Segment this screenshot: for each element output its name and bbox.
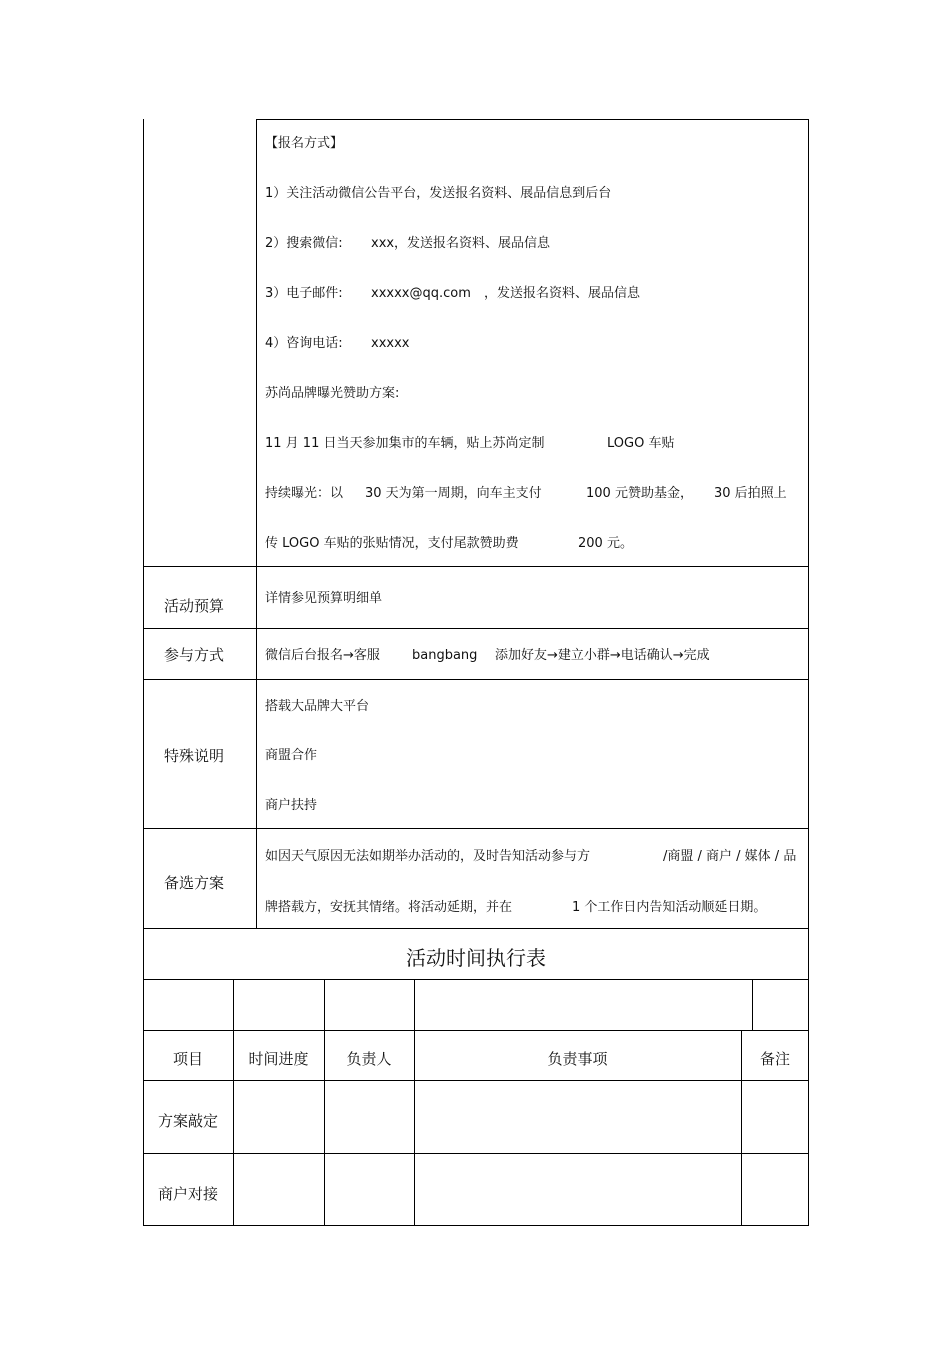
sponsor-heading: 苏尚品牌曝光赞助方案: — [265, 386, 400, 401]
sponsor-line-3b: 200 元。 — [578, 536, 633, 551]
header-duties: 负责事项 — [547, 1050, 608, 1068]
backup-label: 备选方案 — [164, 874, 225, 892]
rule — [143, 979, 809, 980]
registration-heading: 【报名方式】 — [265, 136, 344, 151]
wechat-id: xxx — [371, 236, 395, 251]
header-progress: 时间进度 — [248, 1050, 309, 1068]
rule — [143, 628, 809, 629]
budget-label: 活动预算 — [164, 597, 225, 615]
registration-line-1: 1）关注活动微信公告平台，发送报名资料、展品信息到后台 — [265, 186, 612, 201]
rule — [143, 1080, 809, 1081]
rule — [256, 119, 257, 928]
sponsor-line-1b: LOGO 车贴 — [607, 436, 675, 451]
sponsor-line-2a: 持续曝光：以 — [265, 486, 344, 501]
budget-content: 详情参见预算明细单 — [265, 591, 383, 606]
document-table — [143, 119, 809, 1226]
sponsor-line-3a: 传 LOGO 车贴的张贴情况，支付尾款赞助费 — [265, 536, 519, 551]
special-label: 特殊说明 — [164, 747, 225, 765]
backup-line-2b: 1 个工作日内告知活动顺延日期。 — [572, 900, 767, 915]
sponsor-line-1a: 11 月 11 日当天参加集市的车辆，贴上苏尚定制 — [265, 436, 545, 451]
participation-content-b: bangbang — [412, 648, 478, 663]
rule — [414, 979, 415, 1226]
rule — [752, 979, 753, 1030]
sponsor-line-2b: 30 天为第一周期，向车主支付 — [365, 486, 542, 501]
rule — [143, 828, 809, 829]
participation-label: 参与方式 — [164, 646, 225, 664]
registration-line-2-prefix: 2）搜索微信: — [265, 236, 343, 251]
schedule-title: 活动时间执行表 — [406, 946, 546, 970]
registration-line-2-suffix: ，发送报名资料、展品信息 — [394, 236, 551, 251]
phone-number: xxxxx — [371, 336, 410, 351]
header-owner: 负责人 — [346, 1050, 392, 1068]
rule — [143, 566, 809, 567]
header-notes: 备注 — [759, 1050, 790, 1068]
backup-line-2a: 牌搭载方，安抚其情绪。将活动延期，并在 — [265, 900, 513, 915]
participation-content-c: 添加好友→建立小群→电话确认→完成 — [495, 648, 710, 663]
row-item: 商户对接 — [157, 1185, 218, 1203]
rule — [143, 1153, 809, 1154]
registration-line-3-suffix: ，发送报名资料、展品信息 — [484, 286, 641, 301]
participation-content-a: 微信后台报名→客服 — [265, 648, 380, 663]
backup-line-1a: 如因天气原因无法如期举办活动的，及时告知活动参与方 — [265, 849, 591, 864]
row-item: 方案敲定 — [157, 1112, 218, 1130]
email-address: xxxxx@qq.com — [371, 286, 471, 301]
rule — [143, 928, 809, 929]
rule — [324, 979, 325, 1226]
rule — [143, 679, 809, 680]
rule — [143, 1225, 809, 1226]
header-item: 项目 — [172, 1050, 203, 1068]
sponsor-line-2d: 30 后拍照上 — [714, 486, 787, 501]
special-item: 商户扶持 — [265, 798, 318, 813]
rule — [233, 979, 234, 1226]
registration-line-4-prefix: 4）咨询电话: — [265, 336, 343, 351]
special-item: 商盟合作 — [265, 748, 318, 763]
special-item: 搭载大品牌大平台 — [265, 699, 370, 714]
registration-line-3-prefix: 3）电子邮件: — [265, 286, 343, 301]
backup-line-1b: /商盟 / 商户 / 媒体 / 品 — [663, 849, 797, 864]
sponsor-line-2c: 100 元赞助基金， — [586, 486, 693, 501]
rule — [256, 119, 809, 120]
rule — [143, 1030, 809, 1031]
